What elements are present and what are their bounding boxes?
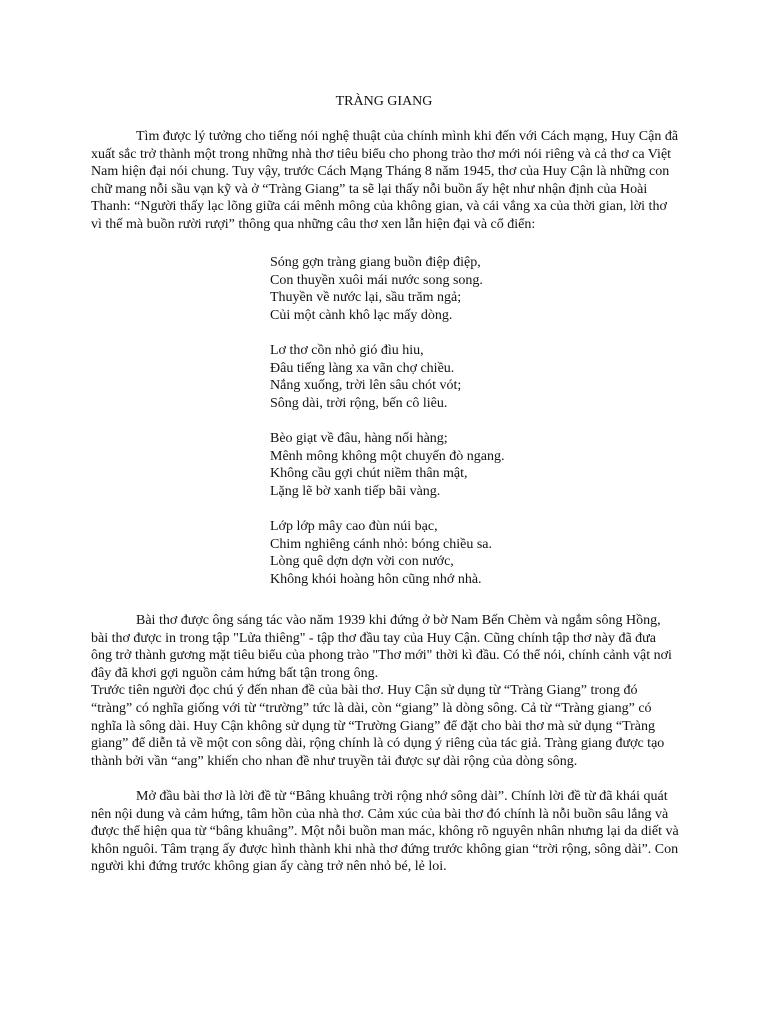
poem-line: Củi một cành khô lạc mấy dòng. [270, 307, 453, 323]
poem-line: Chim nghiêng cánh nhỏ: bóng chiều sa. [270, 536, 493, 552]
poem-line: Thuyền về nước lại, sầu trăm ngả; [270, 290, 462, 306]
poem-line: Lòng quê dợn dợn vời con nước, [270, 554, 454, 570]
poem-stanza-3 [270, 430, 504, 500]
poem-line: Sóng gợn tràng giang buồn điệp điệp, [270, 255, 481, 270]
poem-line: Lớp lớp mây cao đùn núi bạc, [270, 518, 438, 534]
poem-line: Không cầu gợi chút niềm thân mật, [270, 466, 468, 482]
poem-stanza-1 [270, 254, 504, 324]
paragraph-spacer [91, 770, 679, 788]
poem-line: Mênh mông không một chuyến đò ngang. [270, 448, 505, 464]
poem-line: Đâu tiếng làng xa vãn chợ chiều. [270, 360, 455, 376]
poem-line: Lơ thơ cồn nhỏ gió đìu hiu, [270, 342, 424, 358]
poem-line: Nắng xuống, trời lên sâu chót vót; [270, 378, 462, 394]
poem-stanza-4 [270, 518, 504, 588]
poem [270, 254, 504, 606]
analysis-section [91, 612, 679, 876]
intro-section [91, 128, 679, 234]
page-title: TRÀNG GIANG [335, 94, 433, 109]
poem-line: Lặng lẽ bờ xanh tiếp bãi vàng. [270, 483, 441, 499]
poem-stanza-2 [270, 342, 504, 412]
paragraph-origin: Bài thơ được ông sáng tác vào năm 1939 khi đứng ở bờ Nam Bến Chèm và ngắm sông Hồng, bài thơ được in trong tập "Lửa thiêng" - tập thơ đầu tay của Huy Cận. Cũng chính tập thơ này đã đưa ông trở thành gương mặt tiêu biểu của phong trào "Thơ mới" thời kì đầu. Có thể nói, chính cảnh vật nơi đây đã khơi gợi nguồn cảm hứng bất tận trong ông. [91, 613, 672, 681]
paragraph-title-meaning: Trước tiên người đọc chú ý đến nhan đề của bài thơ. Huy Cận sử dụng từ “Tràng Giang” trong đó “tràng” có nghĩa giống với từ “trường” tức là dài, còn “giang” là dòng sông. Cả từ “Tràng giang” có nghĩa là sông dài. Huy Cận không sử dụng từ “Trường Giang” để đặt cho bài thơ mà sử dụng “Tràng giang” để diễn tả về một con sông dài, rộng chính là có dụng ý riêng của tác giả. Tràng giang được tạo thành bởi vần “ang” khiến cho nhan đề như truyền tải được sự dài rộng của dòng sông. [91, 683, 665, 769]
poem-line: Con thuyền xuôi mái nước song song. [270, 272, 483, 288]
paragraph-epigraph: Mở đầu bài thơ là lời đề từ “Bâng khuâng trời rộng nhớ sông dài”. Chính lời đề từ đã khái quát nên nội dung và cảm hứng, tâm hồn của nhà thơ. Cảm xúc của bài thơ đó chính là nỗi buồn sâu lắng và được thể hiện qua từ “bâng khuâng”. Một nỗi buồn man mác, không rõ nguyên nhân nhưng lại da diết và khôn nguôi. Tâm trạng ấy được hình thành khi nhà thơ đứng trước không gian “trời rộng, sông dài”. Con người khi đứng trước không gian ấy càng trở nên nhỏ bé, lẻ loi. [91, 788, 679, 875]
intro-paragraph: Tìm được lý tưởng cho tiếng nói nghệ thuật của chính mình khi đến với Cách mạng, Huy Cận đã xuất sắc trở thành một trong những nhà thơ tiêu biểu cho phong trào thơ mới nói riêng và cả thơ ca Việt Nam hiện đại nói chung. Tuy vậy, trước Cách Mạng Tháng 8 năm 1945, thơ của Huy Cận là những con chữ mang nỗi sầu vạn kỹ và ở “Tràng Giang” ta sẽ lại thấy nỗi buồn ấy hệt như nhận định của Hoài Thanh: “Người thấy lạc lõng giữa cái mênh mông của không gian, và cái vắng xa của thời gian, lời thơ vì thế mà buồn rười rượi” thông qua những câu thơ xen lẫn hiện đại và cổ điển: [91, 129, 679, 232]
poem-line: Bèo giạt về đâu, hàng nối hàng; [270, 430, 448, 446]
poem-line: Sông dài, trời rộng, bến cô liêu. [270, 395, 448, 411]
poem-line: Không khói hoàng hôn cũng nhớ nhà. [270, 571, 482, 587]
